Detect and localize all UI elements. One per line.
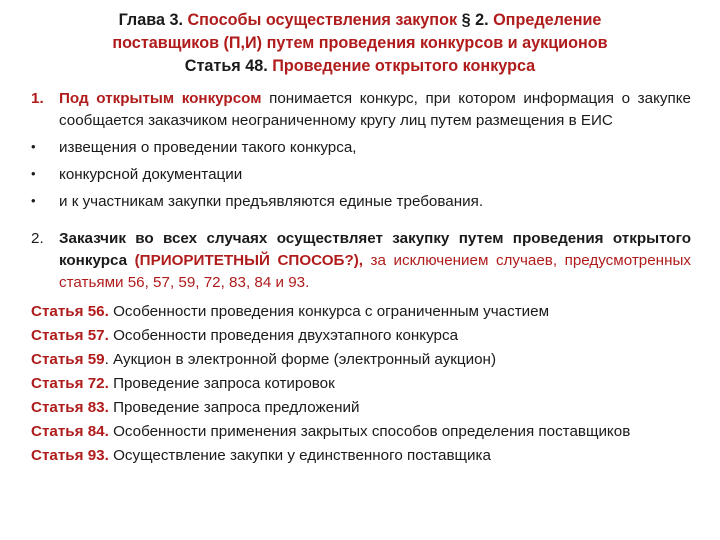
chapter-title: Способы осуществления закупок: [187, 11, 458, 29]
bullet-text: и к участникам закупки предъявляются единые требования.: [59, 193, 484, 210]
article-item: [31, 421, 691, 443]
article-item: [31, 301, 691, 323]
article-item: [31, 373, 691, 395]
bullet-item: [31, 137, 691, 159]
point-1: [31, 88, 691, 132]
article-text: Особенности проведения двухэтапного конкурса: [113, 327, 459, 344]
bullet-icon: •: [31, 193, 36, 208]
bullet-icon: •: [31, 166, 36, 181]
title-line-2: поставщиков (П,И) путем проведения конкурсов и аукционов: [112, 34, 608, 52]
bullet-item: [31, 164, 691, 186]
chapter-label: Глава 3.: [118, 11, 183, 29]
article-text: Осуществление закупки у единственного поставщика: [113, 447, 491, 464]
paragraph-title-part1: Определение: [493, 11, 602, 29]
slide-title: [30, 9, 690, 78]
article-item: [31, 349, 691, 371]
paragraph-label: § 2.: [461, 11, 489, 29]
article-label: Статья 48.: [184, 57, 268, 75]
bullet-text: извещения о проведении такого конкурса,: [59, 139, 357, 156]
point-2-bold-text: Заказчик во всех случаях осуществляет закупку путем проведения открытого конкурса: [59, 230, 691, 269]
article-number: Статья 84.: [31, 423, 109, 440]
point-2-priority: (ПРИОРИТЕТНЫЙ СПОСОБ?),: [134, 252, 364, 269]
point-1-number: 1.: [31, 90, 44, 107]
article-number: Статья 83.: [31, 399, 109, 416]
point-2-exception: за исключением случаев, предусмотренных статьями 56, 57, 59, 72, 83, 84 и 93.: [59, 252, 691, 291]
article-number: Статья 59: [31, 351, 105, 368]
bullet-text: конкурсной документации: [59, 166, 243, 183]
bullet-item: [31, 191, 691, 213]
article-number: Статья 56.: [31, 303, 109, 320]
article-text: Особенности проведения конкурса с ограниченным участием: [113, 303, 550, 320]
article-title: Проведение открытого конкурса: [272, 57, 536, 75]
point-1-text: понимается конкурс, при котором информация о закупке сообщается заказчиком неограниченному кругу лиц путем размещения в ЕИС: [59, 90, 691, 129]
point-1-term: Под открытым конкурсом: [59, 90, 262, 107]
article-text: Особенности применения закрытых способов определения поставщиков: [113, 423, 631, 440]
article-number: Статья 57.: [31, 327, 109, 344]
article-number: Статья 72.: [31, 375, 109, 392]
title-line-3: [30, 55, 690, 78]
article-text: Проведение запроса котировок: [113, 375, 335, 392]
point-2: [31, 228, 691, 294]
article-text: Проведение запроса предложений: [113, 399, 360, 416]
article-item: [31, 325, 691, 347]
article-item: [31, 397, 691, 419]
article-text: . Аукцион в электронной форме (электронный аукцион): [104, 351, 497, 368]
article-item: [31, 445, 691, 467]
bullet-icon: •: [31, 139, 36, 154]
title-line-1: [30, 9, 690, 32]
slide-body: [31, 88, 691, 469]
point-2-number: 2.: [31, 230, 44, 247]
article-number: Статья 93.: [31, 447, 109, 464]
